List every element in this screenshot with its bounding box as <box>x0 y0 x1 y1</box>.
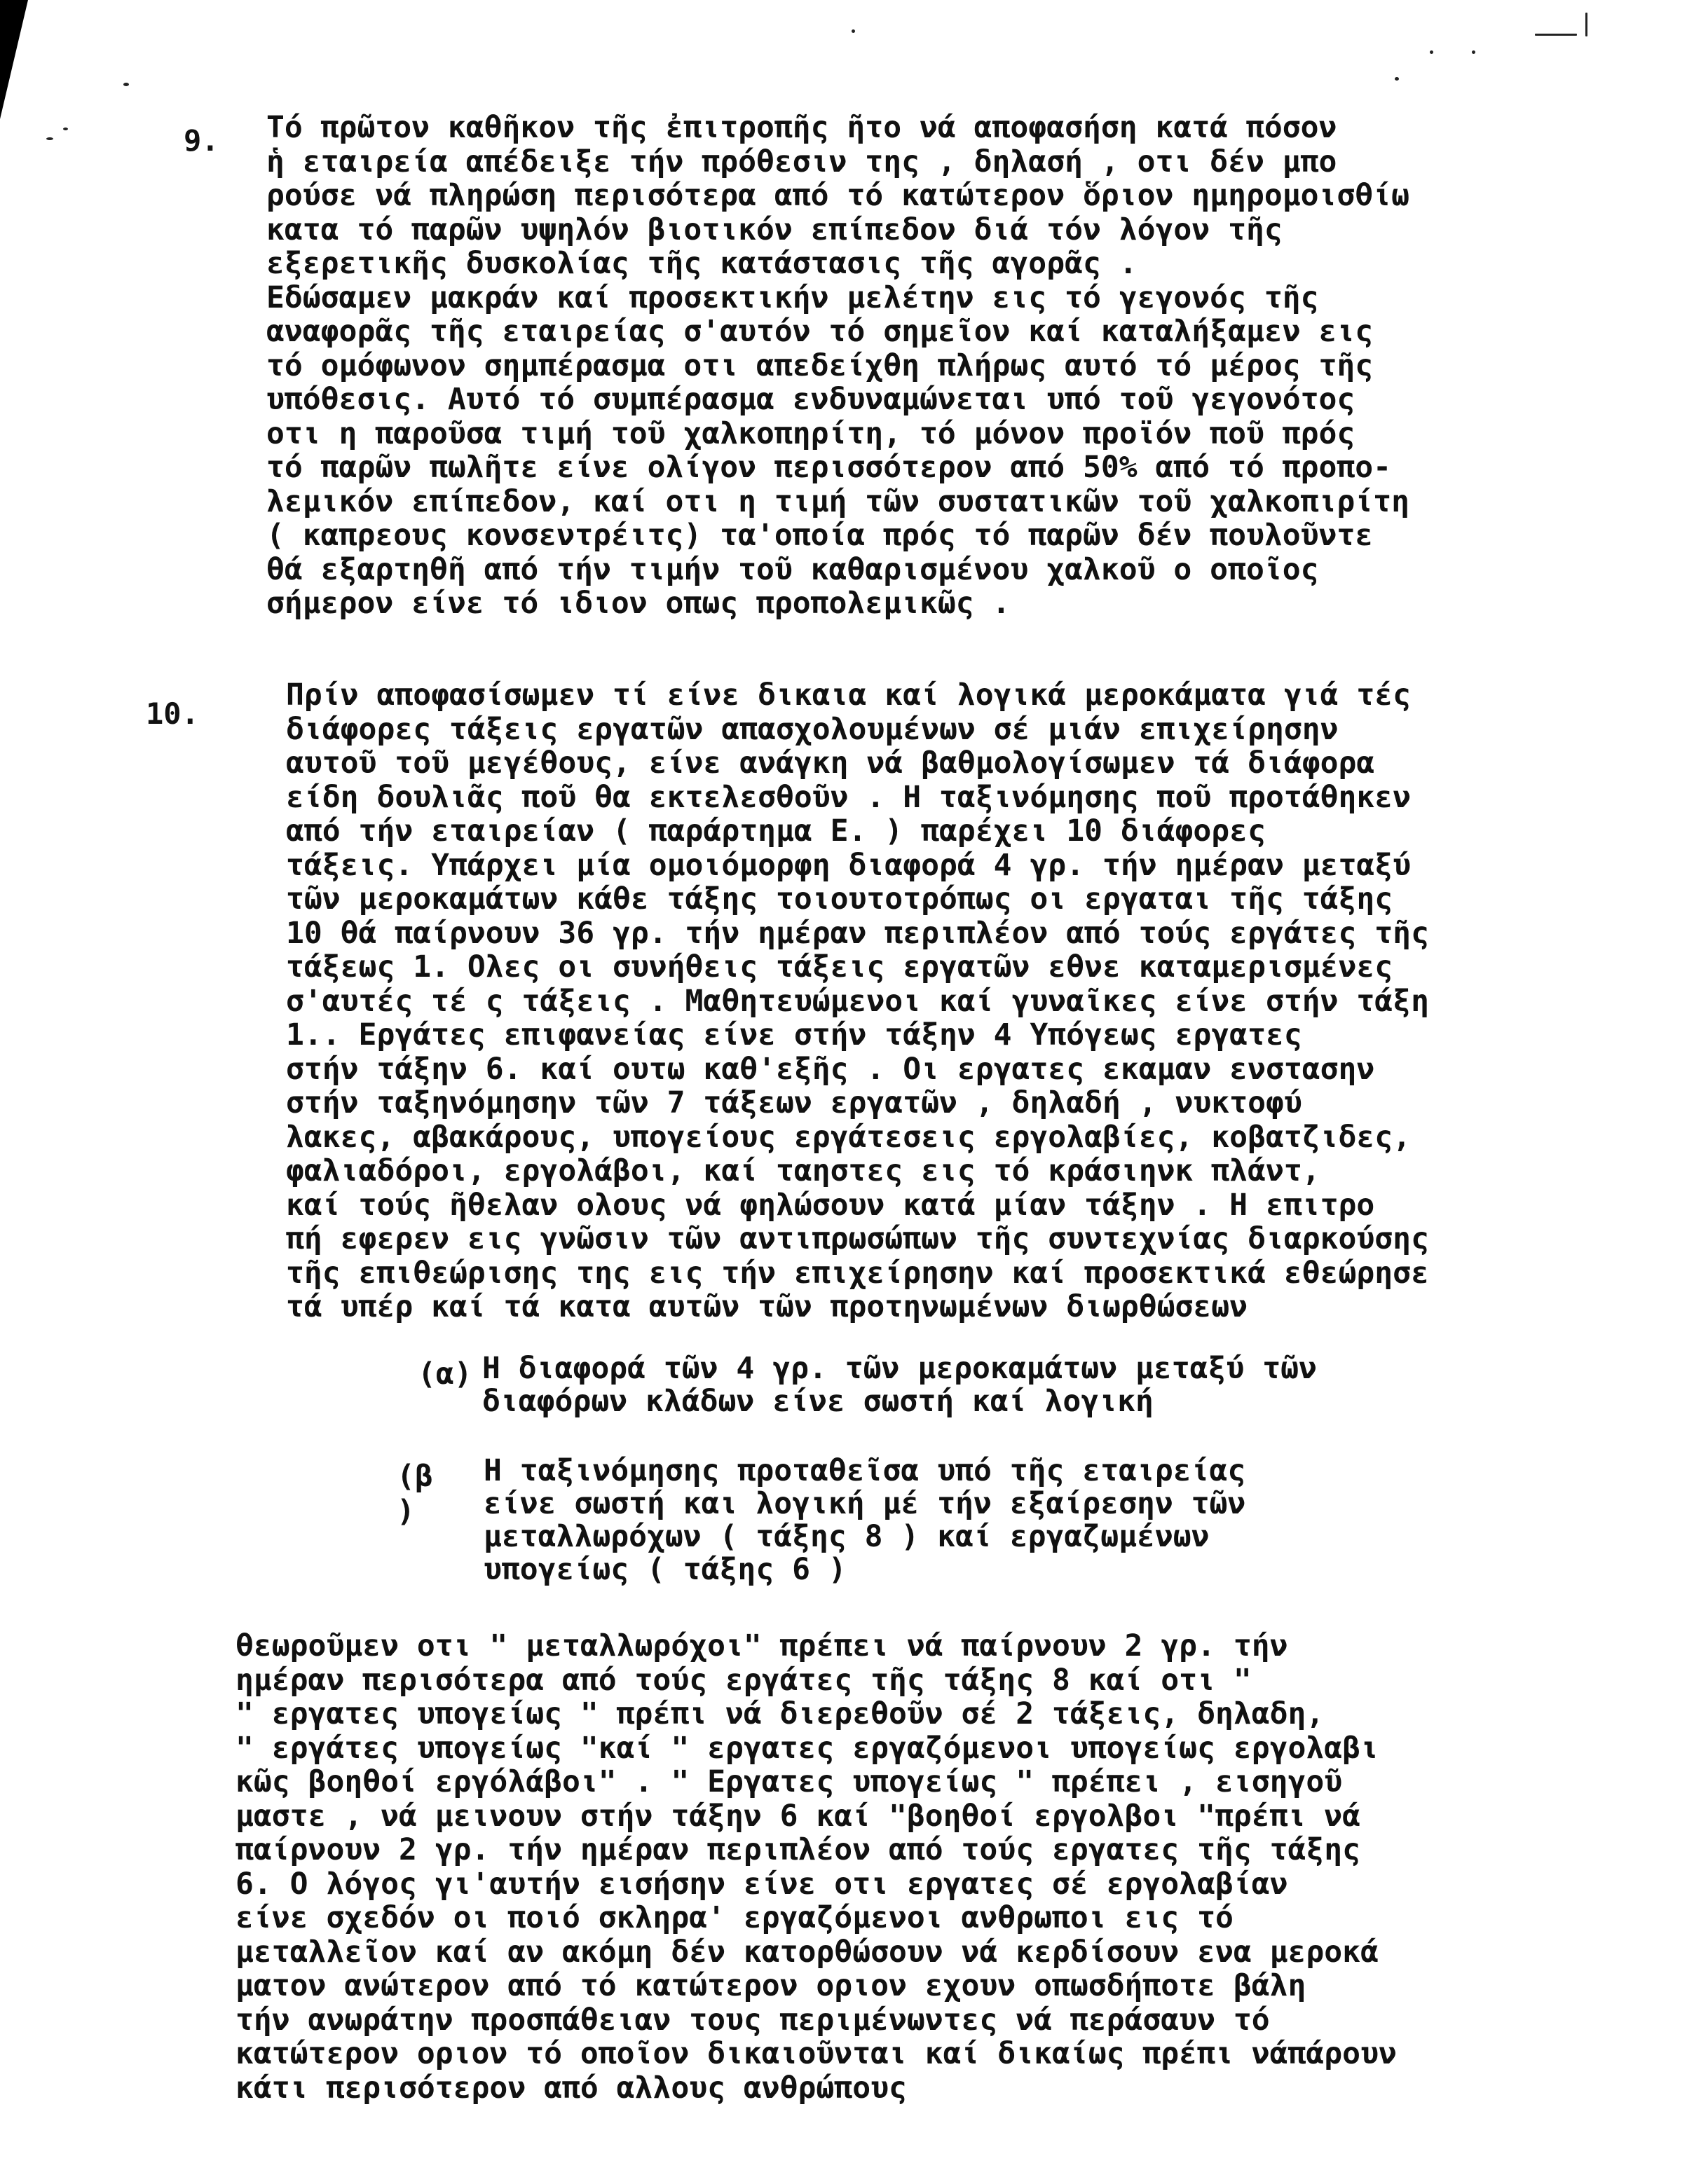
text-line: λεμικόν επίπεδον, καί οτι η τιμή τῶν συστατικῶν τοῦ χαλκοπιρίτη <box>266 483 1409 519</box>
text-line: μαστε , νά μεινουν στήν τάξην 6 καί "βοηθοί εργολβοι "πρέπι νά <box>235 1798 1361 1834</box>
text-line: τά υπέρ καί τά κατα αυτῶν τῶν προτηνωμένων διωρθώσεων <box>286 1289 1248 1324</box>
text-line: τῆς επιθεώρισης της εις τήν επιχείρησην καί προσεκτικά εθεώρησε <box>286 1255 1429 1291</box>
text-line: μεταλλωρόχων ( τάξης 8 ) καί εργαζωμένων <box>484 1519 1210 1554</box>
text-line: κάτι περισότερον από αλλους ανθρώπους <box>235 2070 907 2106</box>
text-line: Η ταξινόμησης προταθεῖσα υπό τῆς εταιρείας <box>484 1453 1246 1488</box>
item-body <box>484 1455 1245 1586</box>
text-line: 6. Ο λόγος γι'αυτήν εισήσην είνε οτι εργατες σέ εργολαβίαν <box>235 1866 1288 1902</box>
closing-paragraph <box>235 1629 1397 2105</box>
text-line: ημέραν περισότερα από τούς εργάτες τῆς τάξης 8 καί οτι " <box>235 1662 1252 1698</box>
text-line: υπόθεσις. Αυτό τό συμπέρασμα ενδυναμώνεται υπό τοῦ γεγονότος <box>266 382 1355 417</box>
text-line: τάξεις. Υπάρχει μία ομοιόμορφη διαφορά 4 γρ. τήν ημέραν μεταξύ <box>286 847 1412 883</box>
text-line: στήν ταξηνόμησην τῶν 7 τάξεων εργατῶν , δηλαδή , νυκτοφύ <box>286 1085 1302 1120</box>
text-line: καί τούς ῆθελαν ολους νά φηλώσουν κατά μίαν τάξην . Η επιτρο <box>286 1187 1375 1223</box>
text-line: τάξεως 1. Ολες οι συνήθεις τάξεις εργατῶν εθνε καταμερισμένες <box>286 949 1393 984</box>
text-line: παίρνουν 2 γρ. τήν ημέραν περιπλέον από τούς εργατες τῆς τάξης <box>235 1832 1361 1867</box>
scan-speck <box>46 137 53 140</box>
scan-speck <box>1472 50 1475 54</box>
text-line: τήν ανωράτην προσπάθειαν τους περιμένωντες νά περάσαυν τό <box>235 2002 1270 2038</box>
text-line: υπογείως ( τάξης 6 ) <box>484 1552 847 1587</box>
text-line: τῶν μεροκαμάτων κάθε τάξης τοιουτοτρόπως οι εργαται τῆς τάξης <box>286 881 1393 916</box>
text-line: Εδώσαμεν μακράν καί προσεκτικήν μελέτην εις τό γεγονός τῆς <box>266 280 1319 315</box>
paragraph-number: 9. <box>184 123 219 158</box>
text-line: " εργάτες υπογείως "καί " εργατες εργαζόμενοι υπογείως εργολαβι <box>235 1730 1379 1766</box>
text-line: από τήν εταιρείαν ( παράρτημα Ε. ) παρέχει 10 διάφορες <box>286 813 1266 849</box>
text-line: 10 θά παίρνουν 36 γρ. τήν ημέραν περιπλέον από τούς εργάτες τῆς <box>286 915 1429 951</box>
text-line: 1.. Εργάτες επιφανείας είνε στήν τάξην 4 Υπόγεως εργατες <box>286 1017 1302 1052</box>
text-line: Πρίν αποφασίσωμεν τί είνε δικαια καί λογικά μεροκάματα γιά τές <box>286 678 1412 713</box>
text-line: κατα τό παρῶν υψηλόν βιοτικόν επίπεδον διά τόν λόγον τῆς <box>266 212 1283 247</box>
text-line: είνε σωστή και λογική μέ τήν εξαίρεσην τῶν <box>484 1486 1246 1521</box>
scan-speck <box>1430 50 1433 54</box>
text-line: κατώτερον οριον τό οποῖον δικαιοῦνται καί δικαίως πρέπι νάπάρουν <box>235 2036 1397 2071</box>
text-line: ματον ανώτερον από τό κατώτερον οριον εχουν οπωσδήποτε βάλη <box>235 1968 1306 2003</box>
scan-speck <box>1535 34 1577 36</box>
text-line: ἡ εταιρεία απέδειξε τήν πρόθεσιν της , δηλασή , οτι δέν μπο <box>266 144 1337 179</box>
text-line: λακες, αβακάρους, υπογείους εργάτεσεις εργολαβίες, κοβατζιδες, <box>286 1119 1412 1155</box>
text-line: στήν τάξην 6. καί ουτω καθ'εξῆς . Οι εργατες εκαμαν ενστασην <box>286 1051 1375 1087</box>
text-line: τό ομόφωνον σημπέρασμα οτι απεδείχθη πλήρως αυτό τό μέρος τῆς <box>266 348 1374 383</box>
paragraph-body <box>266 111 1409 621</box>
scan-speck <box>852 29 855 33</box>
text-line: Τό πρῶτον καθῆκον τῆς ἐπιτροπῆς ῆτο νά αποφασήση κατά πόσον <box>266 110 1337 145</box>
text-line: είδη δουλιᾶς ποῦ θα εκτελεσθοῦν . Η ταξινόμησης ποῦ προτάθηκεν <box>286 779 1412 815</box>
text-line: τό παρῶν πωλῆτε είνε ολίγον περισσότερον από 50% από τό προπο- <box>266 450 1392 485</box>
text-line: είνε σχεδόν οι ποιό σκληρα' εργαζόμενοι ανθρωποι εις τό <box>235 1900 1234 1935</box>
text-line: σ'αυτές τέ ς τάξεις . Μαθητευώμενοι καί γυναῖκες είνε στήν τάξη <box>286 983 1429 1019</box>
text-line: αυτοῦ τοῦ μεγέθους, είνε ανάγκη νά βαθμολογίσωμεν τά διάφορα <box>286 746 1375 781</box>
item-body <box>482 1352 1317 1418</box>
text-line: φαλιαδόροι, εργολάβοι, καί ταηστες εις τό κράσιηνκ πλάντ, <box>286 1153 1320 1188</box>
scan-speck <box>1585 13 1587 36</box>
scan-speck <box>1395 77 1399 81</box>
text-line: μεταλλεῖον καί αν ακόμη δέν κατορθώσουν νά κερδίσουν ενα μεροκά <box>235 1934 1379 1970</box>
text-line: ρούσε νά πληρώση περισότερα από τό κατώτερον ὅριον ημηρομοισθίω <box>266 178 1409 213</box>
text-line: διαφόρων κλάδων είνε σωστή καί λογική <box>482 1384 1154 1419</box>
text-line: εξερετικῆς δυσκολίας τῆς κατάστασις τῆς αγορᾶς . <box>266 246 1138 281</box>
text-line: διάφορες τάξεις εργατῶν απασχολουμένων σέ μιάν επιχείρησην <box>286 711 1339 747</box>
scan-corner-mark <box>0 0 28 119</box>
text-line: ( καπρεους κονσεντρέιτς) τα'οποία πρός τό παρῶν δέν πουλοῦντε <box>266 518 1374 553</box>
scan-speck <box>123 83 129 86</box>
text-line: αναφορᾶς τῆς εταιρείας σ'αυτόν τό σημεῖον καί καταλήξαμεν εις <box>266 314 1374 349</box>
text-line: σήμερον είνε τό ιδιον οπως προπολεμικῶς . <box>266 586 1011 621</box>
text-line: θεωροῦμεν οτι " μεταλλωρόχοι" πρέπει νά παίρνουν 2 γρ. τήν <box>235 1628 1288 1663</box>
text-line: πή εφερεν εις γνῶσιν τῶν αντιπρωσώπων τῆς συντεχνίας διαρκούσης <box>286 1221 1429 1256</box>
item-label: (β ) <box>397 1459 433 1529</box>
text-line: Η διαφορά τῶν 4 γρ. τῶν μεροκαμάτων μεταξύ τῶν <box>482 1351 1317 1386</box>
paragraph-number: 10. <box>146 696 199 731</box>
text-line: κῶς βοηθοί εργόλάβοι" . " Εργατες υπογείως " πρέπει , εισηγοῦ <box>235 1764 1343 1799</box>
text-line: " εργατες υπογείως " πρέπι νά διερεθοῦν σέ 2 τάξεις, δηλαδη, <box>235 1696 1325 1731</box>
item-label: (α) <box>418 1357 472 1392</box>
paragraph-body <box>286 678 1429 1324</box>
text-line: οτι η παροῦσα τιμή τοῦ χαλκοπηρίτη, τό μόνον προϊόν ποῦ πρός <box>266 415 1355 451</box>
text-line: θά εξαρτηθῆ από τήν τιμήν τοῦ καθαρισμένου χαλκοῦ ο οποῖος <box>266 551 1319 587</box>
scan-speck <box>63 128 68 130</box>
